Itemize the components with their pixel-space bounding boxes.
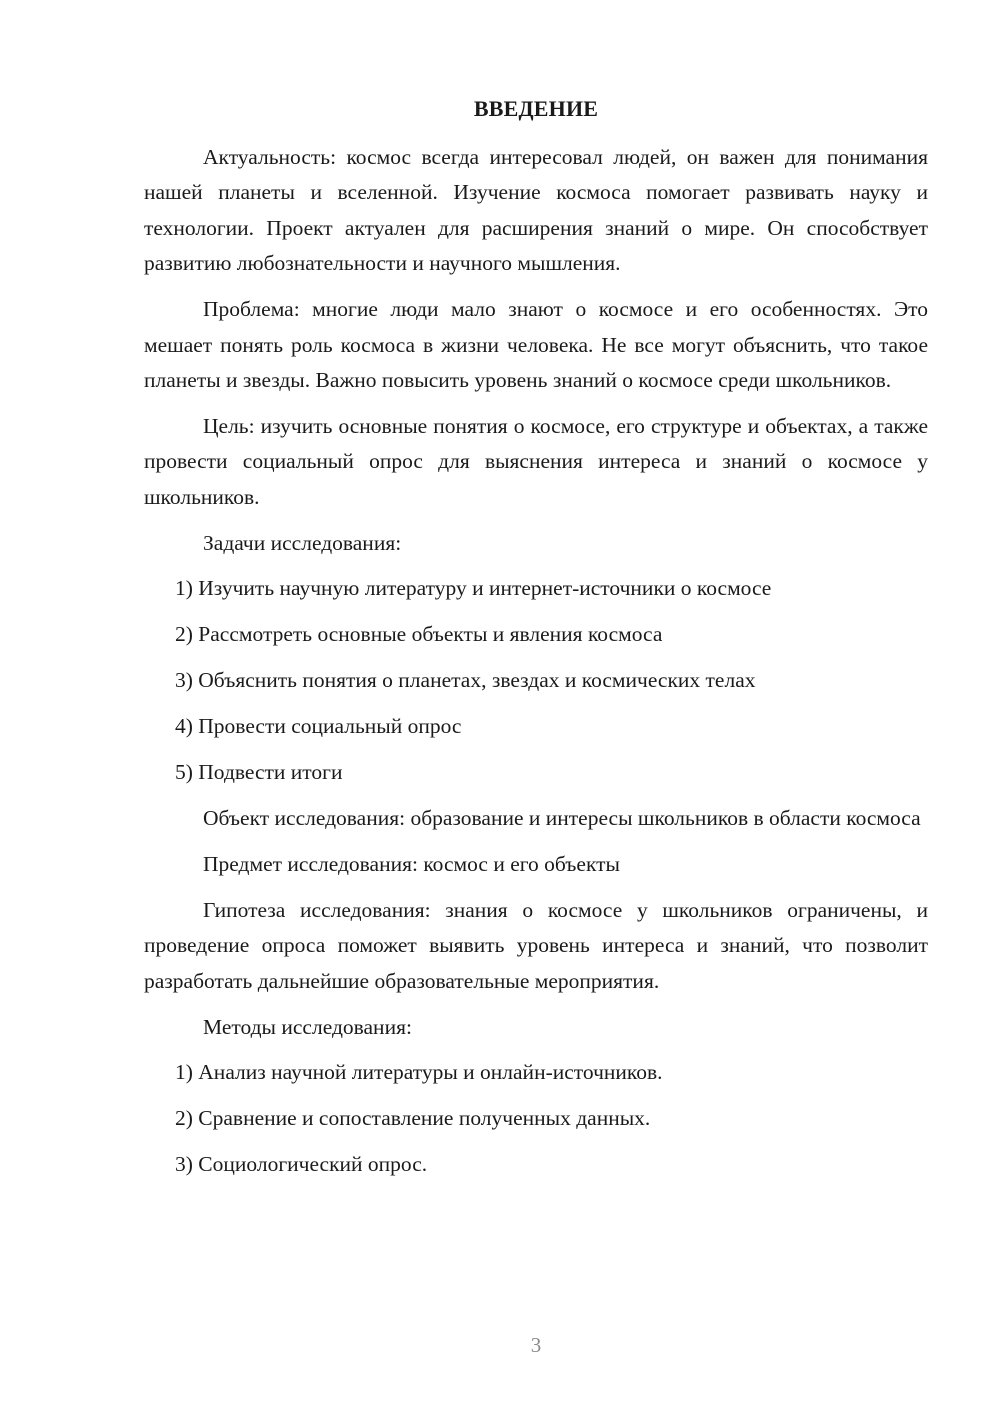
methods-list xyxy=(144,1055,928,1182)
method-item: 1) Анализ научной литературы и онлайн-источников. xyxy=(175,1060,663,1085)
object-paragraph: Объект исследования: образование и интересы школьников в области космоса xyxy=(203,806,921,830)
tasks-heading: Задачи исследования: xyxy=(203,530,402,555)
document-body xyxy=(144,140,928,1193)
methods-heading: Методы исследования: xyxy=(203,1014,412,1039)
subject-paragraph: Предмет исследования: космос и его объекты xyxy=(203,851,620,876)
task-item: 3) Объяснить понятия о планетах, звездах и космических телах xyxy=(175,668,756,693)
method-item: 2) Сравнение и сопоставление полученных данных. xyxy=(175,1106,651,1131)
goal-paragraph: Цель: изучить основные понятия о космосе, его структуре и объектах, а также провести социальный опрос для выяснения интереса и знаний о космосе у школьников. xyxy=(144,413,928,509)
tasks-list xyxy=(144,571,928,790)
page-title: ВВЕДЕНИЕ xyxy=(473,96,599,121)
problem-paragraph: Проблема: многие люди мало знают о космосе и его особенностях. Это мешает понять роль космоса в жизни человека. Не все могут объяснить, что такое планеты и звезды. Важно повысить уровень знаний о космосе среди школьников. xyxy=(144,297,928,392)
hypothesis-paragraph: Гипотеза исследования: знания о космосе у школьников ограничены, и проведение опроса поможет выявить уровень интереса и знаний, что позволит разработать дальнейшие образовательные мероприятия. xyxy=(144,897,928,993)
task-item: 4) Провести социальный опрос xyxy=(175,714,462,739)
relevance-paragraph: Актуальность: космос всегда интересовал людей, он важен для понимания нашей планеты и вселенной. Изучение космоса помогает развивать науку и технологии. Проект актуален для расширения знаний о мире. Он способствует развитию любознательности и научного мышления. xyxy=(144,145,928,276)
page-number: 3 xyxy=(530,1333,542,1357)
method-item: 3) Социологический опрос. xyxy=(175,1152,428,1177)
task-item: 5) Подвести итоги xyxy=(175,760,343,785)
task-item: 2) Рассмотреть основные объекты и явления космоса xyxy=(175,622,663,647)
task-item: 1) Изучить научную литературу и интернет-источники о космосе xyxy=(175,576,772,601)
